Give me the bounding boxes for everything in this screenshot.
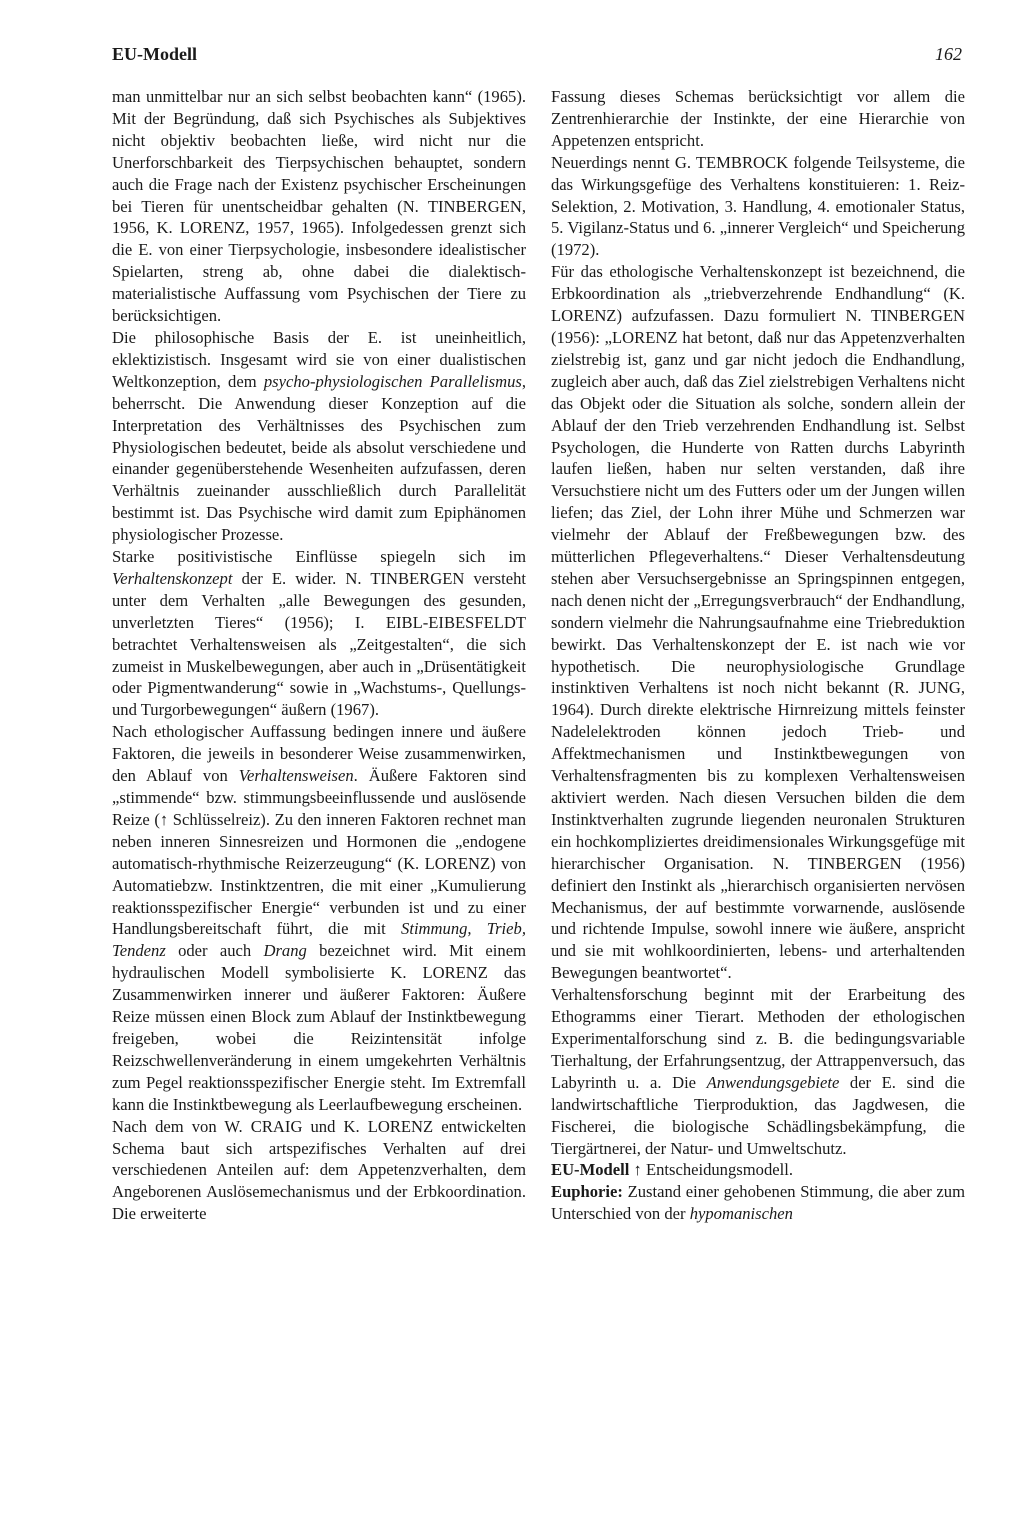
italic-term: Anwendungsgebiete xyxy=(706,1072,840,1092)
italic-term: Drang xyxy=(263,941,307,961)
text-column-right xyxy=(551,86,965,1225)
text-run: Neuerdings nennt G. TEMBROCK folgende Teilsysteme, die das Wirkungsgefüge des Verhaltens konstituieren: 1. Reiz-Selektion, 2. Motivation, 3. Handlung, 4. emotionaler Status, 5. Vigilanz-Status und 6. „innerer Vergleich“ und Speicherung (1972). xyxy=(551,152,965,260)
paragraph xyxy=(112,721,526,1115)
text-run: der E. wider. N. TINBERGEN versteht unter dem Verhalten „alle Bewegungen des gesunden, unverletzten Tieres“ (1956); I. EIBL-EIBESFELDT betrachtet Verhaltensweisen als „Zeitgestalten“, die sich zumeist in Muskelbewegungen, aber auch in „Drüsentätigkeit oder Pigmentwanderung“ sowie in „Wachstums-, Quellungs- und Turgorbewegungen“ äußern (1967). xyxy=(112,568,526,720)
text-run: Für das ethologische Verhaltenskonzept ist bezeichnend, die Erbkoordination als „triebverzehrende Endhandlung“ (K. LORENZ) aufzufassen. Dazu formuliert N. TINBERGEN (1956): „LORENZ hat betont, daß nur das Appetenzverhalten zielstrebig ist, ganz und gar nicht jedoch die Endhandlung, zugleich aber auch, daß das Ziel zielstrebigen Verhaltens nicht das Objekt oder die Situation als solche, sondern allein der Ablauf der den Trieb verzehrenden Endhandlung ist. Selbst Psychologen, die Hunderte von Ratten durchs Labyrinth laufen ließen, haben nur selten verstanden, daß ihre Versuchstiere nicht um des Futters oder um der Jungen willen liefen; das Ziel, der Lohn ihrer Mühe und Schmerzen war vielmehr der Ablauf der Freßbewegungen bzw. des mütterlichen Pflegeverhaltens.“ Dieser Verhaltensdeutung stehen aber Versuchsergebnisse an Springspinnen entgegen, nach denen nicht der „Erregungsverbrauch“ der Endhandlung, sondern vielmehr die Nahrungsaufnahme eine Triebreduktion bewirkt. Das Verhaltenskonzept der E. ist nach wie vor hypothetisch. Die neurophysiologische Grundlage instinktiven Verhaltens ist noch nicht bekannt (R. JUNG, 1964). Durch direkte elektrische Hirnreizung mittels feinster Nadelelektroden können jedoch Trieb- und Affektmechanismen und Instinktbewegungen von Verhaltensfragmenten bis zu komplexen Verhaltensweisen aktiviert werden. Nach diesen Versuchen bilden die dem Instinktverhalten zugrunde liegenden neuronalen Strukturen ein hochkompliziertes dreidimensionales Wirkungsgefüge mit hierarchischer Organisation. N. TINBERGEN (1956) definiert den Instinkt als „hierarchisch organisierten nervösen Mechanismus, der auf bestimmte vorwarnende, auslösende und richtende Impulse, sowohl innere wie äußere, anspricht und sie mit wohlkoordinierten, lebens- und arterhaltenden Bewegungen beantwortet“. xyxy=(551,262,965,983)
page-number: 162 xyxy=(935,44,962,64)
text-run: Fassung dieses Schemas berücksichtigt vor allem die Zentrenhierarchie der Instinkte, der eine Hierarchie von Appetenzen entspricht. xyxy=(551,87,965,150)
text-run: bezeichnet wird. Mit einem hydraulischen Modell symbolisierte K. LORENZ das Zusammenwirken innerer und äußerer Faktoren: Äußere Reize müssen einen Block zum Ablauf der Instinktbewegung freigeben, wobei die Reizintensität infolge Reizschwellenveränderung in einem umgekehrten Verhältnis zum Pegel reaktionsspezifischer Energie steht. Im Extremfall kann die Instinktbewegung als Leerlaufbewegung erscheinen. xyxy=(112,941,526,1114)
bold-term: Euphorie: xyxy=(551,1182,623,1202)
text-run: oder auch xyxy=(165,941,264,961)
text-run: Nach ethologischer Auffassung bedingen innere und äußere Faktoren, die jeweils in besonderer Weise zusammenwirken, den Ablauf von xyxy=(112,722,526,786)
text-run: Nach dem von W. CRAIG und K. LORENZ entwickelten Schema baut sich artspezifisches Verhalten auf drei verschiedenen Anteilen auf: dem Appetenzverhalten, dem Angeborenen Auslösemechanismus und der Erbkoordination. Die erweiterte xyxy=(112,1116,526,1224)
text-run: Zustand einer gehobenen Stimmung, die aber zum Unterschied von der xyxy=(551,1182,965,1224)
text-column-left xyxy=(112,86,526,1225)
paragraph xyxy=(551,1181,965,1225)
text-run: man unmittelbar nur an sich selbst beobachten kann“ (1965). Mit der Begründung, daß sich Psychisches als Subjektives nicht objektiv beobachten ließe, wird nicht nur die Unerforschbarkeit des Tierpsychischen behauptet, sondern auch die Frage nach der Existenz psychischer Erscheinungen bei Tieren für unentscheidbar gehalten (N. TINBERGEN, 1956, K. LORENZ, 1957, 1965). Infolgedessen grenzt sich die E. von einer Tierpsychologie, insbesondere idealistischer Spielarten, streng ab, ohne dabei die dialektisch-materialistische Auffassung vom Psychischen der Tiere zu berücksichtigen. xyxy=(112,87,526,326)
italic-term: Stimmung, Trieb, Tendenz xyxy=(112,919,526,961)
text-run: Verhaltensforschung beginnt mit der Erarbeitung des Ethogramms einer Tierart. Methoden der ethologischen Experimentalforschung sind z. B. die bedingungsvariable Tierhaltung, der Erfahrungsentzug, der Attrappenversuch, das Labyrinth u. a. Die xyxy=(551,985,965,1092)
paragraph xyxy=(551,86,965,152)
text-run: Die philosophische Basis der E. ist uneinheitlich, eklektizistisch. Insgesamt wird sie von einer dualistischen Weltkonzeption, dem xyxy=(112,327,526,391)
paragraph xyxy=(551,984,965,1159)
page-header xyxy=(112,44,962,74)
paragraph xyxy=(551,152,965,262)
paragraph xyxy=(112,327,526,546)
text-run: . Äußere Faktoren sind „stimmende“ bzw. stimmungsbeeinflussende und auslösende Reize (↑ Schlüsselreiz). Zu den inneren Faktoren rechnet man neben inneren Sinnesreizen und Hormonen die „endogene automatisch-rhythmische Reizerzeugung“ (K. LORENZ) von Automatiebzw. Instinktzentren, die mit einer „Kumulierung reaktionsspezifischer Energie“ verbunden ist und zu einer Handlungsbereitschaft führt, die mit xyxy=(112,766,526,939)
paragraph xyxy=(112,86,526,327)
italic-term: hypomanischen xyxy=(689,1204,793,1224)
paragraph xyxy=(112,546,526,721)
text-run: Starke positivistische Einflüsse spiegeln sich im xyxy=(112,547,526,567)
text-run: ↑ Entscheidungsmodell. xyxy=(629,1160,793,1180)
running-head: EU-Modell xyxy=(112,44,197,64)
italic-term: Verhaltenskonzept xyxy=(112,568,233,588)
paragraph xyxy=(551,1159,965,1181)
paragraph xyxy=(112,1116,526,1226)
italic-term: Verhaltensweisen xyxy=(238,766,354,786)
text-run: der E. sind die landwirtschaftliche Tierproduktion, das Jagdwesen, die Fischerei, die biologische Schädlingsbekämpfung, die Tiergärtnerei, der Natur- und Umweltschutz. xyxy=(551,1072,965,1158)
italic-term: psycho-physiologischen Parallelismus xyxy=(263,371,522,391)
paragraph xyxy=(551,261,965,984)
text-run: , beherrscht. Die Anwendung dieser Konzeption auf die Interpretation des Verhältnisses des Psychischen zum Physiologischen bedeutet, beide als absolut verschiedene und einander gegenüberstehende Wesenheiten aufzufassen, deren Verhältnis zueinander ausschließlich durch Parallelität bestimmt ist. Das Psychische wird damit zum Epiphänomen physiologischer Prozesse. xyxy=(112,371,526,545)
bold-term: EU-Modell xyxy=(551,1160,630,1180)
